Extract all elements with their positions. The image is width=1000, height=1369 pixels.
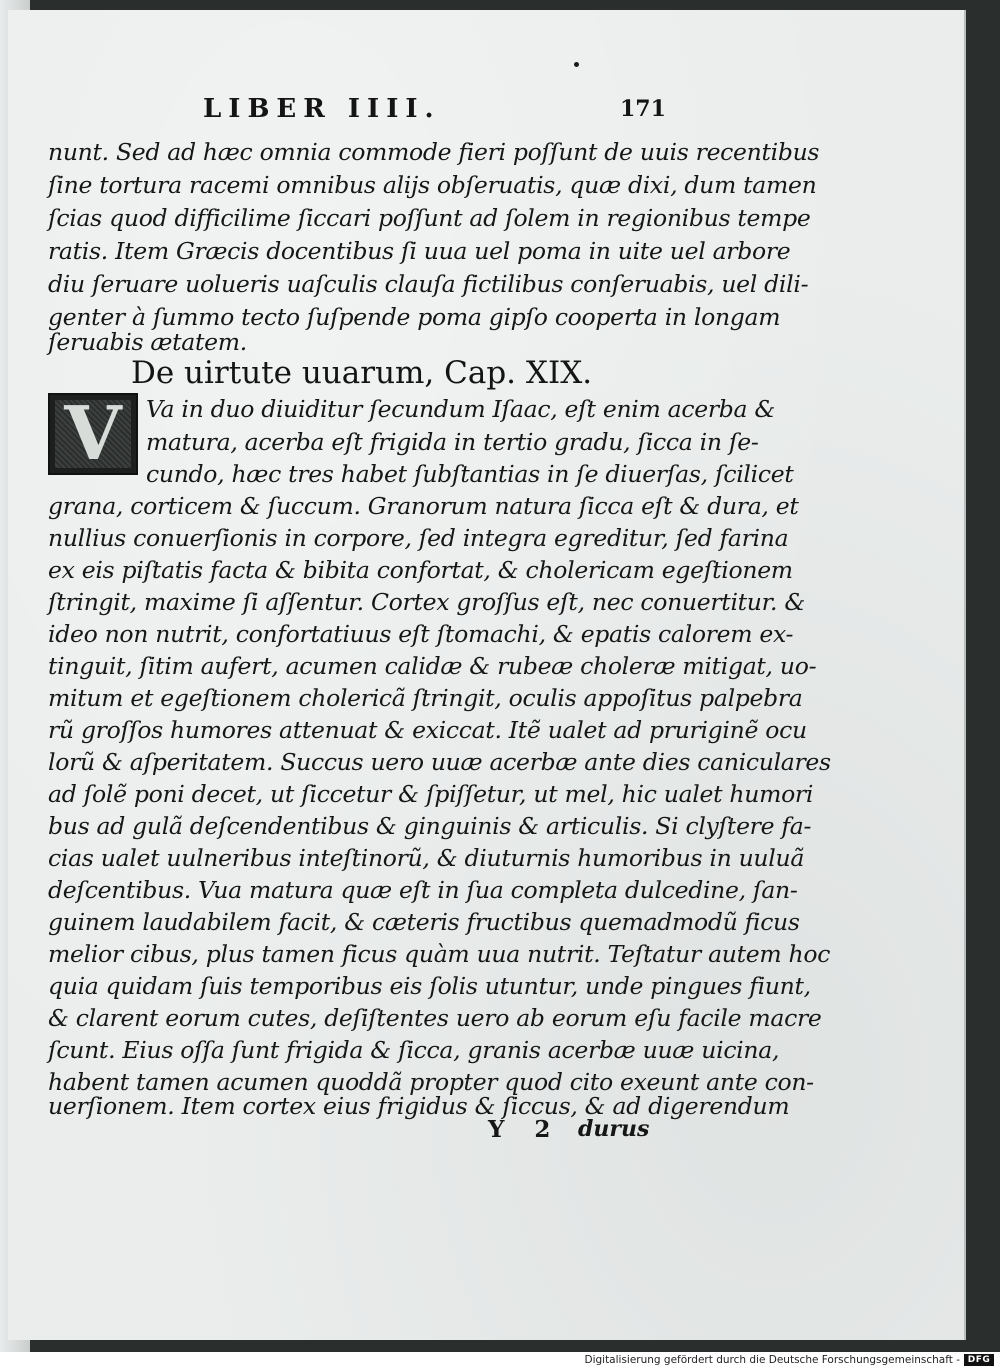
text-line: melior cibus, plus tamen ficus quàm uua nutrit. Teſtatur autem hoc — [48, 940, 831, 968]
decorated-initial — [48, 393, 138, 475]
text-line: habent tamen acumen quoddã propter quod cito exeunt ante con- — [48, 1068, 814, 1096]
text-line: ad ſolẽ poni decet, ut ſiccetur & ſpiſſetur, ut mel, hic ualet humori — [48, 780, 814, 808]
text-line: ſtringit, maxime ſi aſſentur. Cortex groſſus eſt, nec conuertitur. & — [48, 588, 805, 616]
digitization-credit: Digitalisierung gefördert durch die Deutsche Forschungsgemeinschaft - — [584, 1354, 960, 1366]
text-line: ſeruabis ætatem. — [48, 328, 247, 356]
text-line: quia quidam ſuis temporibus eis ſolis utuntur, unde pingues fiunt, — [48, 972, 811, 1000]
text-line: matura, acerba eſt frigida in tertio gradu, ſicca in ſe- — [146, 428, 759, 456]
text-line: lorũ & aſperitatem. Succus uero uuæ acerbæ ante dies caniculares — [48, 748, 831, 776]
text-line: cundo, hæc tres habet ſubſtantias in ſe diuerſas, ſcilicet — [146, 460, 794, 488]
text-line: rũ groſſos humores attenuat & exiccat. Itẽ ualet ad pruriginẽ ocu — [48, 716, 807, 744]
text-line: Va in duo diuiditur ſecundum Iſaac, eſt enim acerba & — [146, 395, 776, 423]
text-line: genter à ſummo tecto ſuſpende poma gipſo cooperta in longam — [48, 303, 781, 331]
book-page — [8, 10, 966, 1340]
text-line: deſcentibus. Vua matura quæ eſt in ſua completa dulcedine, ſan- — [48, 876, 798, 904]
ink-speck — [574, 62, 579, 67]
text-line: tinguit, ſitim aufert, acumen calidæ & rubeæ choleræ mitigat, uo- — [48, 652, 817, 680]
text-line: ex eis piſtatis facta & bibita confortat, & cholericam egeſtionem — [48, 556, 793, 584]
folio-number: 171 — [620, 96, 666, 122]
text-line: cias ualet uulneribus inteſtinorũ, & diuturnis humoribus in uuluã — [48, 844, 805, 872]
initial-letter: V — [64, 391, 122, 477]
text-line: ideo non nutrit, confortatiuus eſt ſtomachi, & epatis calorem ex- — [48, 620, 794, 648]
text-line: ratis. Item Græcis docentibus ſi uua uel poma in uite uel arbore — [48, 237, 791, 265]
text-line: diu ſeruare uolueris uaſculis clauſa fictilibus conſeruabis, uel dili- — [48, 270, 809, 298]
chapter-title: De uirtute uuarum, Cap. XIX. — [131, 355, 593, 391]
text-line: guinem laudabilem facit, & cæteris fructibus quemadmodũ ficus — [48, 908, 800, 936]
signature-mark: Y 2 — [488, 1116, 551, 1143]
text-line: ſcunt. Eius oſſa ſunt frigida & ſicca, granis acerbæ uuæ uicina, — [48, 1036, 780, 1064]
footer-bar — [0, 1352, 1000, 1369]
text-line: mitum et egeſtionem cholericã ſtringit, oculis appoſitus palpebra — [48, 684, 803, 712]
catchword: durus — [578, 1116, 650, 1142]
text-line: ſine tortura racemi omnibus alijs obſeruatis, quæ dixi, dum tamen — [48, 171, 817, 199]
text-line: bus ad gulã deſcendentibus & ginguinis & articulis. Si clyſtere fa- — [48, 812, 812, 840]
initial-ornament — [55, 391, 131, 477]
text-line: ſcias quod difficilime ſiccari poſſunt ad ſolem in regionibus tempe — [48, 204, 811, 232]
text-line: nullius conuerſionis in corpore, ſed integra egreditur, ſed farina — [48, 524, 789, 552]
text-line: grana, corticem & ſuccum. Granorum natura ſicca eſt & dura, et — [48, 492, 799, 520]
running-head: LIBER IIII. — [203, 94, 441, 124]
text-line: uerſionem. Item cortex eius frigidus & ſiccus, & ad digerendum — [48, 1092, 790, 1120]
text-line: nunt. Sed ad hæc omnia commode fieri poſſunt de uuis recentibus — [48, 138, 820, 166]
text-line: & clarent eorum cutes, deſiſtentes uero ab eorum eſu facile macre — [48, 1004, 822, 1032]
dfg-logo: DFG — [964, 1354, 994, 1366]
